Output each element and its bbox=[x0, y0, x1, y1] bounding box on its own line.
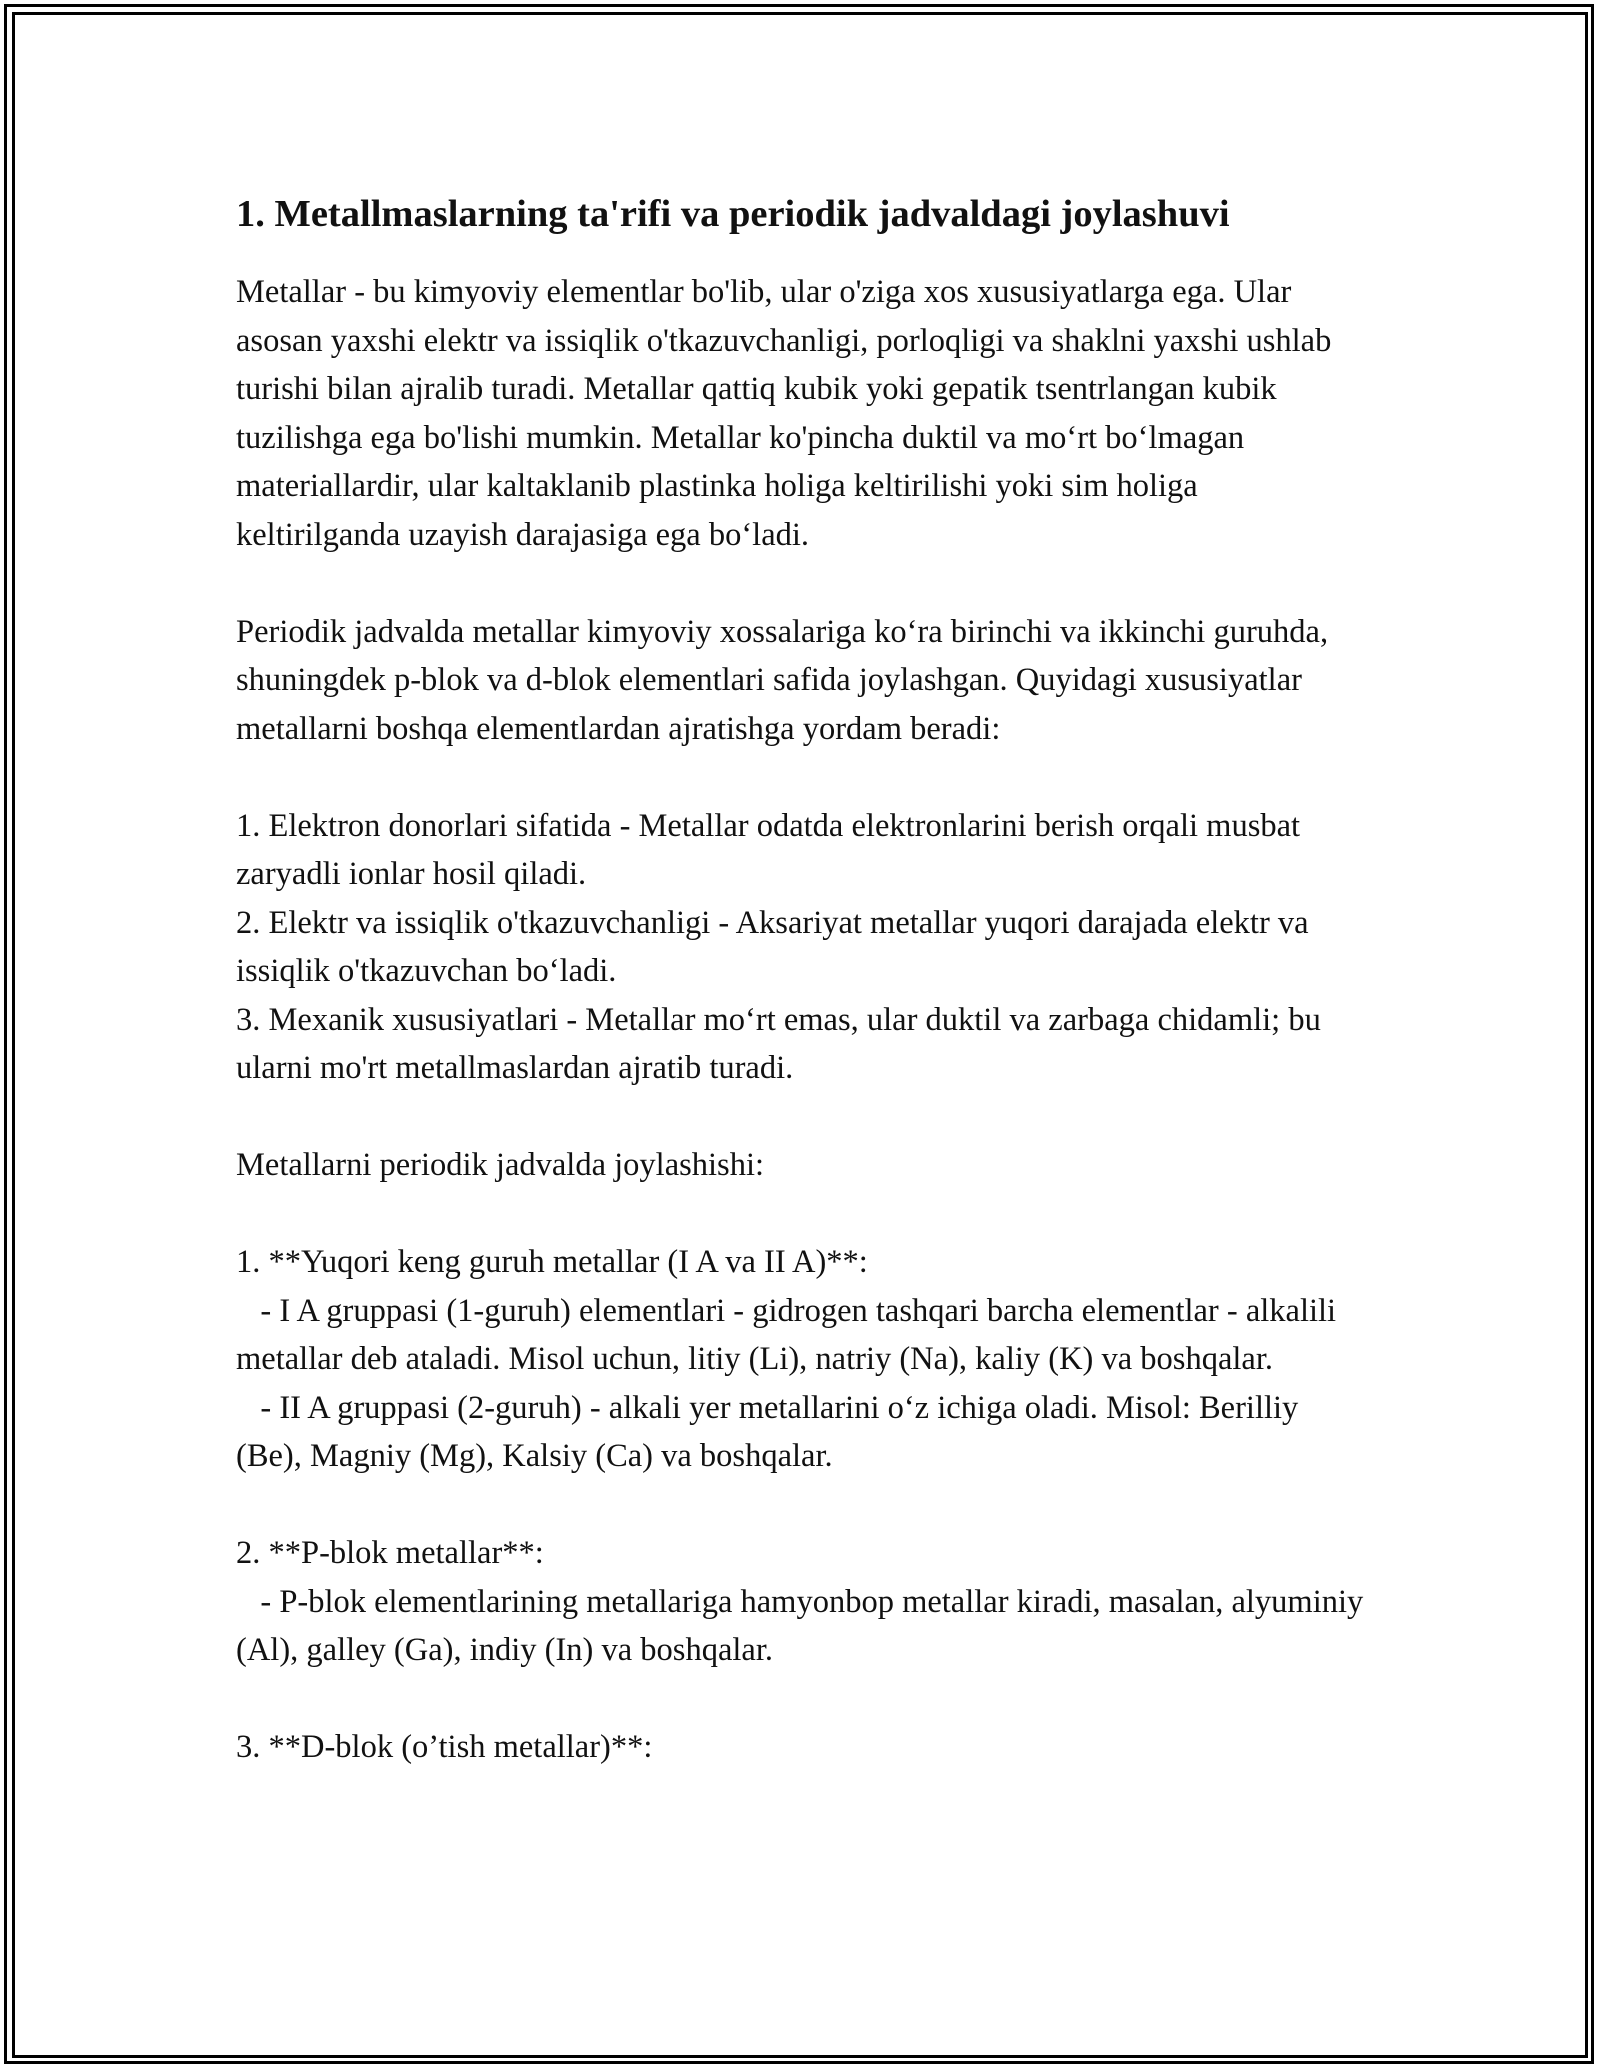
paragraph-gap bbox=[236, 1481, 1366, 1530]
document-title: 1. Metallmaslarning ta'rifi va periodik jadvaldagi joylashuvi bbox=[236, 193, 1230, 235]
group1-item-1: - I A gruppasi (1-guruh) elementlari - gidrogen tashqari barcha elementlar - alkalili metallar deb ataladi. Misol uchun, litiy (Li), natriy (Na), kaliy (K) va boshqalar. bbox=[236, 1292, 1345, 1377]
paragraph-gap bbox=[236, 559, 1366, 608]
property-item-3: 3. Mexanik xususiyatlari - Metallar mo‘rt emas, ular duktil va zarbaga chidamli; bu ularni mo'rt metallmaslardan ajratib turadi. bbox=[236, 1001, 1329, 1086]
property-item-1: 1. Elektron donorlari sifatida - Metallar odatda elektronlarini berish orqali musbat zaryadli ionlar hosil qiladi. bbox=[236, 807, 1309, 892]
document-body bbox=[236, 186, 1372, 1772]
group1-heading: 1. **Yuqori keng guruh metallar (I A va II A)**: bbox=[236, 1244, 868, 1280]
group2-item-1: - P-blok elementlarining metallariga hamyonbop metallar kiradi, masalan, alyuminiy (Al), galley (Ga), indiy (In) va boshqalar. bbox=[236, 1583, 1372, 1668]
intro-paragraph: Metallar - bu kimyoviy elementlar bo'lib, ular o'ziga xos xususiyatlarga ega. Ular asosan yaxshi elektr va issiqlik o'tkazuvchanligi, porloqligi va shaklni yaxshi ushlab turishi bilan ajralib turadi. Metallar qattiq kubik yoki gepatik tsentrlangan kubik tuzilishga ega bo'lishi mumkin. Metallar ko'pincha duktil va mo‘rt bo‘lmagan materiallardir, ular kaltaklanib plastinka holiga keltirilishi yoki sim holiga keltirilganda uzayish darajasiga ega bo‘ladi. bbox=[236, 274, 1340, 553]
paragraph-gap bbox=[236, 1190, 1366, 1239]
location-heading: Metallarni periodik jadvalda joylashishi: bbox=[236, 1147, 764, 1183]
paragraph-gap bbox=[236, 753, 1366, 802]
group2-heading: 2. **P-blok metallar**: bbox=[236, 1535, 544, 1571]
periodic-intro-paragraph: Periodik jadvalda metallar kimyoviy xossalariga ko‘ra birinchi va ikkinchi guruhda, shuningdek p-blok va d-blok elementlari safida joylashgan. Quyidagi xususiyatlar metallarni boshqa elementlardan ajratishga yordam beradi: bbox=[236, 613, 1337, 747]
paragraph-gap bbox=[236, 1675, 1366, 1724]
group3-heading: 3. **D-blok (o’tish metallar)**: bbox=[236, 1729, 653, 1765]
group1-item-2: - II A gruppasi (2-guruh) - alkali yer metallarini o‘z ichiga oladi. Misol: Berilliy (Be), Magniy (Mg), Kalsiy (Ca) va boshqalar. bbox=[236, 1389, 1307, 1474]
property-item-2: 2. Elektr va issiqlik o'tkazuvchanligi - Aksariyat metallar yuqori darajada elektr va issiqlik o'tkazuvchan bo‘ladi. bbox=[236, 904, 1317, 989]
paragraph-gap bbox=[236, 1093, 1366, 1142]
